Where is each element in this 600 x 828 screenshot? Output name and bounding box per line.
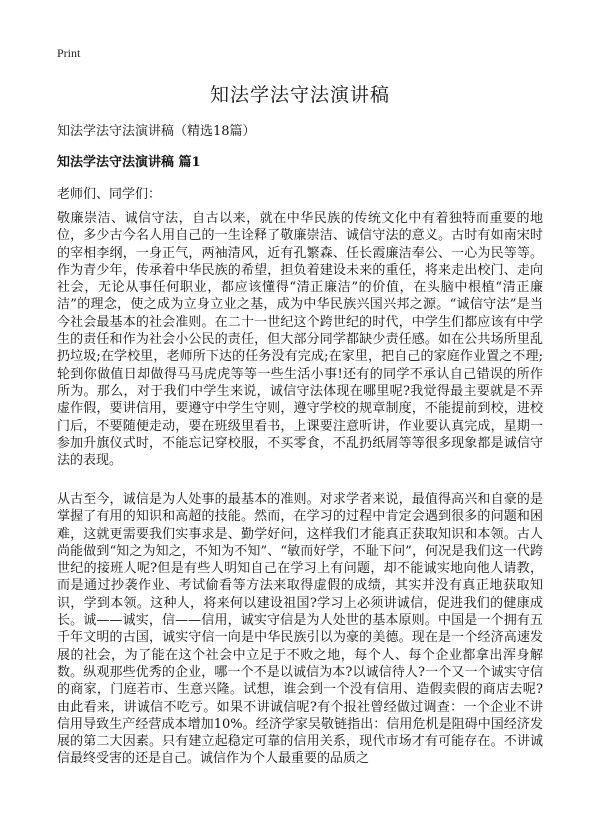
print-label: Print — [57, 46, 81, 60]
document-subtitle: 知法学法守法演讲稿（精选18篇） — [57, 124, 256, 139]
paragraph-2: 从古至今，诚信是为人处事的最基本的准则。对求学者来说，最值得高兴和自豪的是掌握了有用的知识和高超的技能。然而，在学习的过程中肯定会遇到很多的问题和困难，这就更需要我们实事求是、勤学好问，这样我们才能真正获取知识和本领。古人尚能做到“知之为知之，不知为不知”、“敏而好学，不耻下问”，何况是我们这一代跨世纪的接班人呢?但是有些人明知自己在学习上有问题，却不能诚实地向他人请教，而是通过抄袭作业、考试偷看等方法来取得虚假的成绩，其实并没有真正地获取知识，学到本领。这种人，将来何以建设祖国?学习上必须讲诚信，促进我们的健康成长。诚——诚实，信——信用，诚实守信是为人处世的基本原则。中国是一个拥有五千年文明的古国，诚实守信一向是中华民族引以为豪的美德。现在是一个经济高速发展的社会，为了能在这个社会中立足于不败之地，每个人、每个企业都拿出浑身解数。纵观那些优秀的企业，哪一个不是以诚信为本?以诚信待人?一个又一个诚实守信的商家，门庭若市、生意兴隆。试想，谁会到一个没有信用、造假卖假的商店去呢?由此看来，讲诚信不吃亏。如果不讲诚信呢?有个报社曾经做过调查：一个企业不讲信用导致生产经营成本增加10%。经济学家吴敬链指出：信用危机是阻碍中国经济发展的第二大因素。只有建立起稳定可靠的信用关系，现代市场才有可能存在。不讲诚信最终受害的还是自己。诚信作为个人最重要的品质之 — [57, 492, 543, 767]
section-heading: 知法学法守法演讲稿 篇1 — [57, 155, 201, 170]
greeting: 老师们、同学们： — [57, 187, 162, 202]
document-title: 知法学法守法演讲稿 — [209, 84, 390, 106]
paragraph-1: 敬廉崇洁、诚信守法，自古以来，就在中华民族的传统文化中有着独特而重要的地位，多少古今名人用自己的一生诠释了敬廉崇洁、诚信守法的意义。古时有如南宋时的宰相李纲，一身正气，两袖清风，近有孔繁森、任长霞廉洁奉公、一心为民等等。作为青少年，传承着中华民族的希望，担负着建设未来的重任，将来走出校门、走向社会，无论从事任何职业，都应该懂得“清正廉洁”的价值，在头脑中根植“清正廉洁”的理念，使之成为立身立业之基，成为中华民族兴国兴邦之源。“诚信守法”是当今社会最基本的社会准则。在二十一世纪这个跨世纪的时代，中学生们都应该有中学生的责任和作为社会小公民的责任，但大部分同学都缺少责任感。如在公共场所里乱扔垃圾;在学校里，老师所下达的任务没有完成;在家里，把自己的家庭作业置之不理;轮到你做值日却做得马马虎虎等等一些生活小事!还有的同学不承认自己错误的所作所为。那么，对于我们中学生来说，诚信守法体现在哪里呢?我觉得最主要就是不弄虚作假，要讲信用，要遵守中学生守则，遵守学校的规章制度，不能提前到校，进校门后，不要随便走动，要在班级里看书，上课要注意听讲，作业要认真完成，星期一参加升旗仪式时，不能忘记穿校服，不买零食，不乱扔纸屑等等很多现象都是诚信守法的表现。 — [57, 211, 543, 469]
